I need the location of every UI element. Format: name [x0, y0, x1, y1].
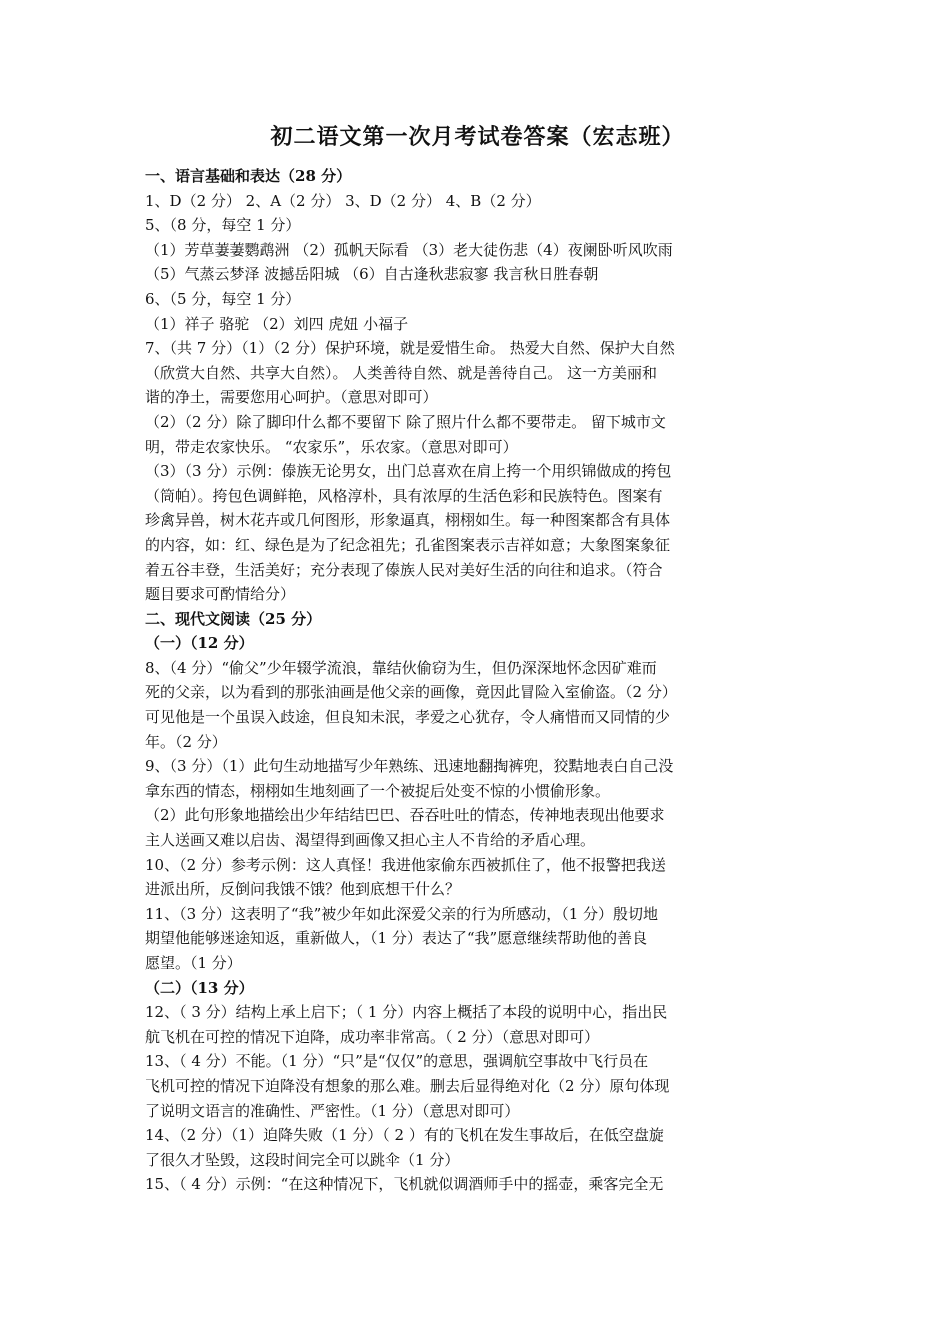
answer-line: （3）（3 分）示例：傣族无论男女，出门总喜欢在肩上挎一个用织锦做成的挎包: [145, 462, 672, 481]
answer-document: [145, 120, 810, 1197]
answer-line: 着五谷丰登，生活美好；充分表现了傣族人民对美好生活的向往和追求。（符合: [145, 560, 663, 579]
answer-line: 题目要求可酌情给分）: [145, 585, 296, 604]
answer-line: 14、（2 分）（1）迫降失败（1 分）（ 2 ）有的飞机在发生事故后，在低空盘旋: [145, 1126, 664, 1145]
section-heading: （一）（12 分）: [145, 634, 254, 653]
answer-line: 8、（4 分）“偷父”少年辍学流浪，靠结伙偷窃为生，但仍深深地怀念因矿难而: [145, 658, 657, 677]
answer-line: 明，带走农家快乐。 “农家乐”，乐农家。（意思对即可）: [145, 437, 518, 456]
answer-line: 10、（2 分）参考示例：这人真怪！我进他家偷东西被抓住了，他不报警把我送: [145, 855, 666, 874]
answer-line: 期望他能够迷途知返，重新做人，（1 分）表达了“我”愿意继续帮助他的善良: [145, 929, 648, 948]
answer-body: [145, 164, 810, 1197]
section-heading: （二）（13 分）: [145, 978, 254, 997]
answer-line: 5、（8 分，每空 1 分）: [145, 216, 301, 235]
answer-line: 年。（2 分）: [145, 732, 227, 751]
answer-line: （筒帕）。挎包色调鲜艳，风格淳朴，具有浓厚的生活色彩和民族特色。图案有: [145, 486, 663, 505]
answer-line: （5）气蒸云梦泽 波撼岳阳城 （6）自古逢秋悲寂寥 我言秋日胜春朝: [145, 265, 599, 284]
section-heading: 一、语言基础和表达（28 分）: [145, 167, 352, 185]
answer-line: 的内容，如：红、绿色是为了纪念祖先；孔雀图案表示吉祥如意；大象图案象征: [145, 535, 671, 554]
answer-line: 6、（5 分，每空 1 分）: [145, 289, 301, 308]
answer-line: （2）此句形象地描绘出少年结结巴巴、吞吞吐吐的情态，传神地表现出他要求: [145, 806, 665, 825]
answer-line: 可见他是一个虽误入歧途，但良知未泯，孝爱之心犹存，令人痛惜而又同情的少: [145, 708, 671, 727]
answer-line: 13、（ 4 分）不能。（1 分）“只”是“仅仅”的意思，强调航空事故中飞行员在: [145, 1052, 649, 1071]
answer-line: 主人送画又难以启齿、渴望得到画像又担心主人不肯给的矛盾心理。: [145, 831, 596, 850]
answer-line: 7、（共 7 分）（1）（2 分）保护环境，就是爱惜生命。 热爱大自然、保护大自然: [145, 339, 675, 358]
answer-line: 11、（3 分）这表明了“我”被少年如此深爱父亲的行为所感动，（1 分）殷切地: [145, 904, 659, 923]
answer-line: 拿东西的情态，栩栩如生地刻画了一个被捉后处变不惊的小惯偷形象。: [145, 781, 611, 800]
answer-line: 了很久才坠毁，这段时间完全可以跳伞（1 分）: [145, 1150, 460, 1169]
answer-line: 进派出所，反倒问我饿不饿？他到底想干什么？: [145, 880, 461, 899]
answer-line: 1、D（2 分） 2、A（2 分） 3、D（2 分） 4、B（2 分）: [145, 191, 541, 210]
answer-line: （1）祥子 骆驼 （2）刘四 虎妞 小福子: [145, 314, 409, 333]
answer-line: （欣赏大自然、共享大自然）。 人类善待自然、就是善待自己。 这一方美丽和: [145, 363, 658, 382]
answer-line: 珍禽异兽，树木花卉或几何图形，形象逼真，栩栩如生。每一种图案都含有具体: [145, 511, 671, 530]
answer-line: 死的父亲，以为看到的那张油画是他父亲的画像，竟因此冒险入室偷盗。（2 分）: [145, 683, 677, 702]
answer-line: 谐的净土，需要您用心呵护。（意思对即可）: [145, 388, 438, 407]
answer-line: 12、（ 3 分）结构上承上启下；（ 1 分）内容上概括了本段的说明中心，指出民: [145, 1003, 668, 1022]
answer-line: （1）芳草萋萋鹦鹉洲 （2）孤帆天际看 （3）老大徒伤悲（4）夜阑卧听风吹雨: [145, 240, 673, 259]
answer-line: （2）（2 分）除了脚印什么都不要留下 除了照片什么都不要带走。 留下城市文: [145, 412, 666, 431]
answer-line: 9、（3 分）（1）此句生动地描写少年熟练、迅速地翻掏裤兜，狡黠地表白自己没: [145, 757, 674, 776]
answer-line: 15、（ 4 分）示例：“在这种情况下，飞机就似调酒师手中的摇壶，乘客完全无: [145, 1175, 664, 1194]
document-title: 初二语文第一次月考试卷答案（宏志班）: [270, 124, 685, 150]
section-heading: 二、现代文阅读（25 分）: [145, 609, 322, 628]
answer-line: 飞机可控的情况下迫降没有想象的那么难。删去后显得绝对化（2 分）原句体现: [145, 1076, 670, 1095]
answer-line: 了说明文语言的准确性、严密性。（1 分）（意思对即可）: [145, 1101, 520, 1120]
answer-line: 航飞机在可控的情况下迫降，成功率非常高。（ 2 分）（意思对即可）: [145, 1027, 600, 1046]
answer-line: 愿望。（1 分）: [145, 954, 242, 972]
